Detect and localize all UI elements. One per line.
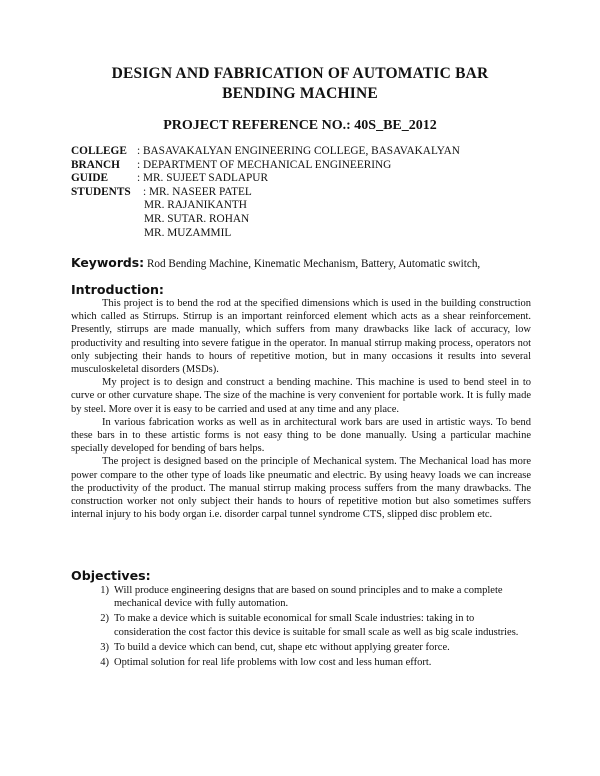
title-line-2: BENDING MACHINE	[222, 85, 378, 102]
list-item	[71, 641, 531, 654]
branch-value: : DEPARTMENT OF MECHANICAL ENGINEERING	[137, 158, 392, 171]
objectives-heading: Objectives:	[71, 568, 151, 583]
students-row	[71, 186, 460, 200]
title-line-1: DESIGN AND FABRICATION OF AUTOMATIC BAR	[111, 65, 489, 82]
student-row	[71, 227, 460, 241]
list-number: 2)	[100, 613, 109, 625]
project-info	[71, 145, 460, 240]
list-text: Optimal solution for real life problems with low cost and less human effort.	[114, 657, 432, 669]
branch-label: BRANCH	[71, 158, 120, 171]
guide-value: : MR. SUJEET SADLAPUR	[137, 172, 268, 185]
keywords-line	[71, 255, 480, 270]
student-name: MR. SUTAR. ROHAN	[144, 212, 250, 225]
page-title	[60, 64, 540, 104]
list-item	[71, 584, 531, 610]
students-label: STUDENTS	[71, 185, 131, 198]
student-name: MR. MUZAMMIL	[144, 226, 232, 239]
student-row	[71, 213, 460, 227]
branch-row	[71, 159, 460, 173]
objectives-list	[71, 584, 531, 671]
list-item	[71, 656, 531, 669]
college-row	[71, 145, 460, 159]
keywords-text: Rod Bending Machine, Kinematic Mechanism, Battery, Automatic switch,	[144, 258, 481, 270]
list-text: To build a device which can bend, cut, shape etc without applying greater force.	[114, 641, 450, 653]
paragraph: This project is to bend the rod at the specified dimensions which is used in the building construction which called as Stirrups. Stirrup is an important reinforced element which acts as a shear reinforcement. Presently, stirrups are made manually, which suffers from many drawbacks like lack of accuracy, low productivity and resulting into severe fatigue in the operator. In manual stirrup making process, operators not only subjecting their hands to hours of repetitive motion, but in many occasions it results into several musculoskeletal disorders (MSDs).	[71, 298, 531, 376]
college-label: COLLEGE	[71, 145, 127, 157]
guide-label: GUIDE	[71, 172, 109, 185]
list-number: 4)	[100, 657, 109, 669]
list-number: 1)	[100, 585, 109, 596]
guide-row	[71, 172, 460, 186]
list-item	[71, 612, 531, 638]
list-text: Will produce engineering designs that are based on sound principles and to make a complete mechanical device with fully automation.	[114, 585, 503, 610]
paragraph: The project is designed based on the principle of Mechanical system. The Mechanical load has more power compare to the other type of loads like pneumatic and electric. By using heavy loads we can increase the productivity of the product. The manual stirrup making process suffers from the many drawbacks. The construction worker not only subject their hands to hours of repetitive motion but also sometimes suffers internal injury to his body organ i.e. disorder carpal tunnel syndrome CTS, slipped disc problem etc.	[71, 456, 531, 521]
paragraph: In various fabrication works as well as in architectural work bars are used in artistic ways. To bend these bars in to these artistic forms is not easy thing to be done manually. Using a particular machine specially developed for bending of bars helps.	[71, 416, 531, 455]
student-name: MR. RAJANIKANTH	[144, 199, 247, 212]
list-text: To make a device which is suitable economical for small Scale industries: taking in to consideration the cost factor this device is suitable for small scale as well as big scale industries.	[114, 613, 519, 638]
introduction-body	[71, 297, 531, 521]
keywords-label: Keywords:	[71, 255, 145, 270]
project-reference: PROJECT REFERENCE NO.: 40S_BE_2012	[163, 118, 437, 133]
student-row	[71, 199, 460, 213]
student-name: : MR. NASEER PATEL	[143, 185, 252, 198]
paragraph: My project is to design and construct a bending machine. This machine is used to bend steel in to curve or other curvature shape. The size of the machine is very convenient for portable work. It is fully made by steel. More over it is easy to be carried and used at any time and any place.	[71, 377, 531, 415]
college-value: : BASAVAKALYAN ENGINEERING COLLEGE, BASAVAKALYAN	[137, 145, 460, 157]
introduction-heading: Introduction:	[71, 282, 164, 297]
list-number: 3)	[100, 641, 109, 653]
